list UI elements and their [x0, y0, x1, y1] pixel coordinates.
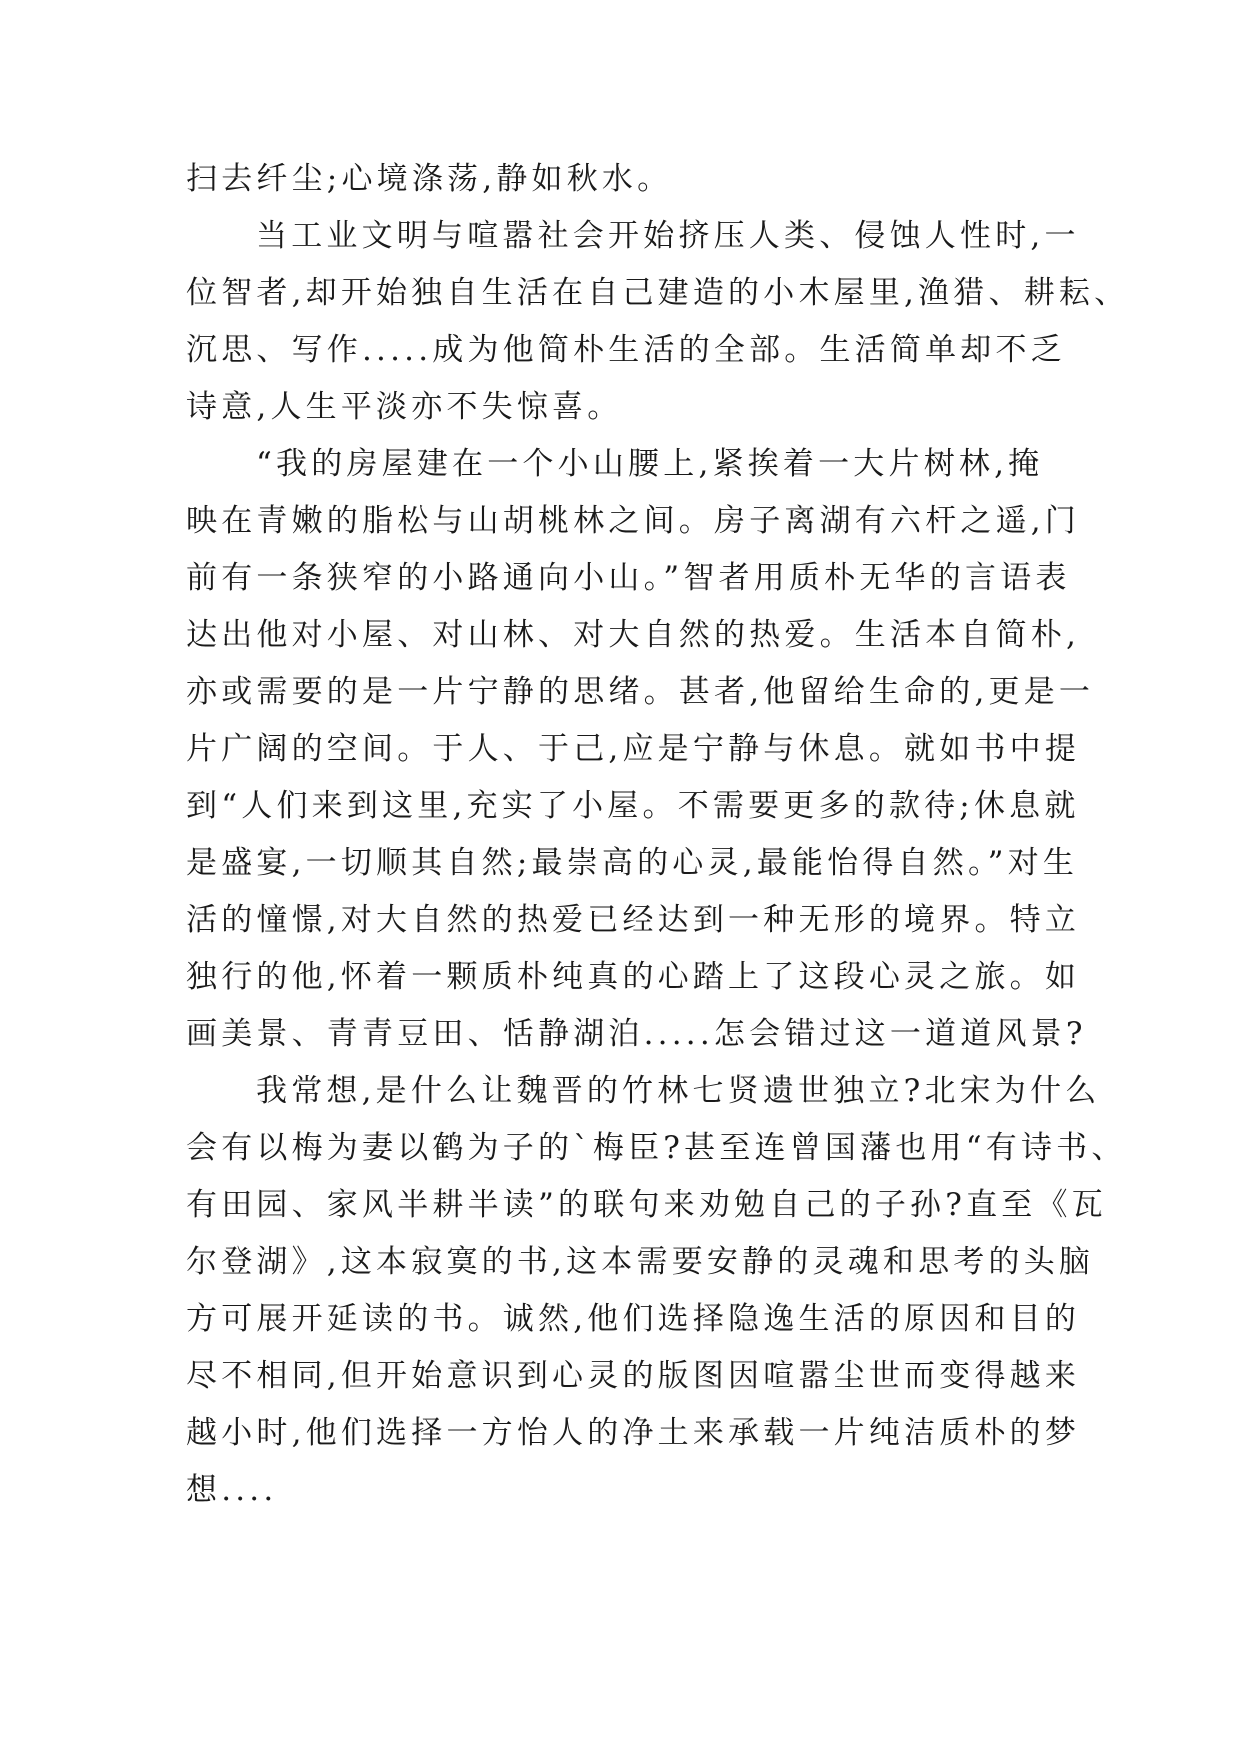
text-line: 是盛宴,一切顺其自然;最崇高的心灵,最能怡得自然。”对生 — [186, 845, 1079, 881]
text-line: 亦或需要的是一片宁静的思绪。甚者,他留给生命的,更是一 — [186, 674, 1095, 710]
text-line: 诗意,人生平淡亦不失惊喜。 — [186, 389, 623, 425]
text-line: 活的憧憬,对大自然的热爱已经达到一种无形的境界。特立 — [186, 902, 1081, 938]
text-line: 想.... — [186, 1472, 278, 1508]
paragraph-first-line: 当工业文明与喧嚣社会开始挤压人类、侵蚀人性时,一 — [256, 218, 1080, 254]
text-line: 越小时,他们选择一方怡人的净土来承载一片纯洁质朴的梦 — [186, 1415, 1081, 1451]
text-line: 扫去纤尘;心境涤荡,静如秋水。 — [186, 161, 673, 197]
text-line: 前有一条狭窄的小路通向小山。”智者用质朴无华的言语表 — [186, 560, 1071, 596]
text-line: 尽不相同,但开始意识到心灵的版图因喧嚣尘世而变得越来 — [186, 1358, 1081, 1394]
text-line: 位智者,却开始独自生活在自己建造的小木屋里,渔猎、耕耘、 — [186, 275, 1130, 311]
text-line: 画美景、青青豆田、恬静湖泊.....怎会错过这一道道风景? — [186, 1016, 1087, 1052]
text-line: 方可展开延读的书。诚然,他们选择隐逸生活的原因和目的 — [186, 1301, 1081, 1337]
text-line: 达出他对小屋、对山林、对大自然的热爱。生活本自简朴, — [186, 617, 1081, 653]
text-line: 映在青嫩的脂松与山胡桃林之间。房子离湖有六杆之遥,门 — [186, 503, 1081, 539]
text-line: 到“人们来到这里,充实了小屋。不需要更多的款待;休息就 — [186, 788, 1080, 824]
text-line: 尔登湖》,这本寂寞的书,这本需要安静的灵魂和思考的头脑 — [186, 1244, 1095, 1280]
paragraph-first-line: 我常想,是什么让魏晋的竹林七贤遗世独立?北宋为什么 — [256, 1073, 1101, 1109]
text-line: 沉思、写作.....成为他简朴生活的全部。生活简单却不乏 — [186, 332, 1066, 368]
text-line: 独行的他,怀着一颗质朴纯真的心踏上了这段心灵之旅。如 — [186, 959, 1081, 995]
paragraph-first-line: “我的房屋建在一个小山腰上,紧挨着一大片树林,掩 — [256, 446, 1044, 482]
text-line: 会有以梅为妻以鹤为子的`梅臣?甚至连曾国藩也用“有诗书、 — [186, 1130, 1127, 1166]
body-text — [186, 151, 1130, 1519]
text-line: 片广阔的空间。于人、于己,应是宁静与休息。就如书中提 — [186, 731, 1081, 767]
text-line: 有田园、家风半耕半读”的联句来劝勉自己的子孙?直至《瓦 — [186, 1187, 1107, 1223]
